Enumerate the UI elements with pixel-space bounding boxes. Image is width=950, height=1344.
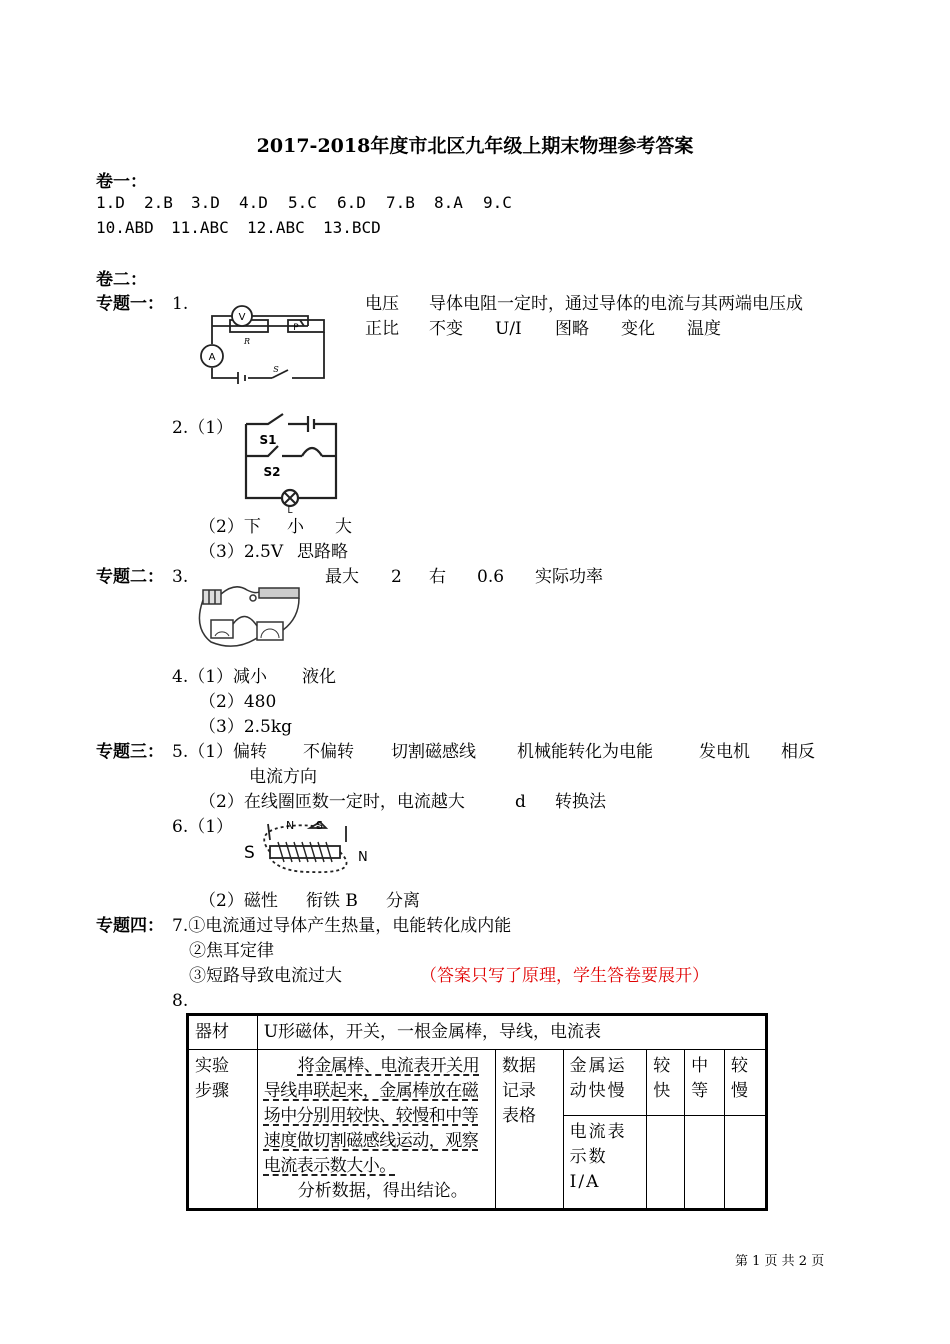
q5-part2: （2）在线圈匝数一定时，电流越大 d 转换法	[199, 792, 606, 812]
lamp-label: L	[287, 506, 293, 516]
q7-part2: ②焦耳定律	[189, 941, 274, 961]
q4-part2: （2）480	[199, 692, 277, 712]
ammeter-label: A	[208, 352, 216, 363]
q5-part1: 5.（1）偏转 不偏转 切割磁感线 机械能转化为电能 发电机 相反	[172, 742, 815, 762]
col-slow: 较慢	[725, 1050, 767, 1116]
rheostat-label: P	[293, 323, 299, 333]
switch-s1-label: S1	[259, 433, 277, 447]
pole-n-right-label: N	[358, 850, 368, 865]
q7-note: （答案只写了原理，学生答卷要展开）	[420, 966, 709, 986]
q1-answer-line1: 电压 导体电阻一定时，通过导体的电流与其两端电压成	[365, 294, 803, 314]
pole-s-left-label: S	[244, 843, 255, 863]
topic1-label: 专题一：	[96, 294, 164, 314]
q3-number: 3.	[172, 567, 189, 587]
q3-answers: 最大 2 右 0.6 实际功率	[325, 567, 603, 587]
equipment-value: U形磁体，开关，一根金属棒，导线，电流表	[257, 1015, 766, 1050]
record-label: 数据记录表格	[495, 1050, 563, 1210]
cell-medium	[685, 1116, 725, 1210]
col-medium: 中等	[685, 1050, 725, 1116]
steps-tail: 分析数据，得出结论。	[297, 1181, 468, 1201]
part1-answers-line1: 1.D 2.B 3.D 4.D 5.C 6.D 7.B 8.A 9.C	[96, 193, 512, 212]
part1-heading: 卷一：	[96, 172, 147, 192]
page-title: 2017-2018年度市北区九年级上期末物理参考答案	[256, 135, 694, 157]
resistor-label: R	[243, 337, 251, 346]
experiment-table	[186, 1013, 768, 1211]
part2-heading: 卷二：	[96, 270, 147, 290]
topic3-label: 专题三：	[96, 742, 164, 762]
topic4-label: 专题四：	[96, 916, 164, 936]
q7-part1: 7.①电流通过导体产生热量，电能转化成内能	[172, 916, 512, 936]
voltmeter-label: V	[238, 312, 246, 323]
q6-part1: 6.（1）	[172, 817, 234, 837]
needle-s-label: S	[316, 819, 323, 832]
q2-number: 2.（1）	[172, 418, 234, 438]
circuit-diagram-1	[190, 298, 335, 388]
switch-s2-label: S2	[263, 465, 281, 479]
equipment-label: 器材	[188, 1015, 258, 1050]
q1-number: 1.	[172, 294, 189, 314]
col-fast: 较快	[647, 1050, 685, 1116]
steps-label: 实验步骤	[188, 1050, 258, 1210]
row1-head: 金属运动快慢	[563, 1050, 647, 1116]
q4-part1: 4.（1）减小 液化	[172, 667, 336, 687]
page-footer: 第 1 页 共 2 页	[735, 1254, 825, 1269]
needle-n-label: N	[286, 819, 295, 832]
q6-part2: （2）磁性 衔铁 B 分离	[199, 891, 420, 911]
topic2-label: 专题二：	[96, 567, 164, 587]
q7-part3: ③短路导致电流过大	[189, 966, 342, 986]
q8-number: 8.	[172, 991, 189, 1011]
q2-part3: （3）2.5V 思路略	[199, 542, 348, 562]
q1-answer-line2: 正比 不变 U/I 图略 变化 温度	[365, 319, 721, 339]
steps-text: 将金属棒、电流表开关用导线串联起来，金属棒放在磁场中分别用较快、较慢和中等速度做切割磁感线运动，观察电流表示数大小。	[263, 1056, 480, 1176]
q2-part2: （2）下 小 大	[199, 517, 352, 537]
steps-cell	[257, 1050, 495, 1210]
part1-answers-line2: 10.ABD 11.ABC 12.ABC 13.BCD	[96, 218, 381, 237]
q4-part3: （3）2.5kg	[199, 717, 293, 737]
circuit-diagram-2	[238, 410, 348, 516]
switch-label: S	[273, 365, 279, 374]
q5-part1-cont: 电流方向	[249, 767, 317, 787]
cell-fast	[647, 1116, 685, 1210]
electromagnet-sketch	[240, 816, 375, 876]
row2-head: 电流表示数 I/A	[563, 1116, 647, 1210]
physical-circuit-sketch	[195, 578, 310, 650]
cell-slow	[725, 1116, 767, 1210]
